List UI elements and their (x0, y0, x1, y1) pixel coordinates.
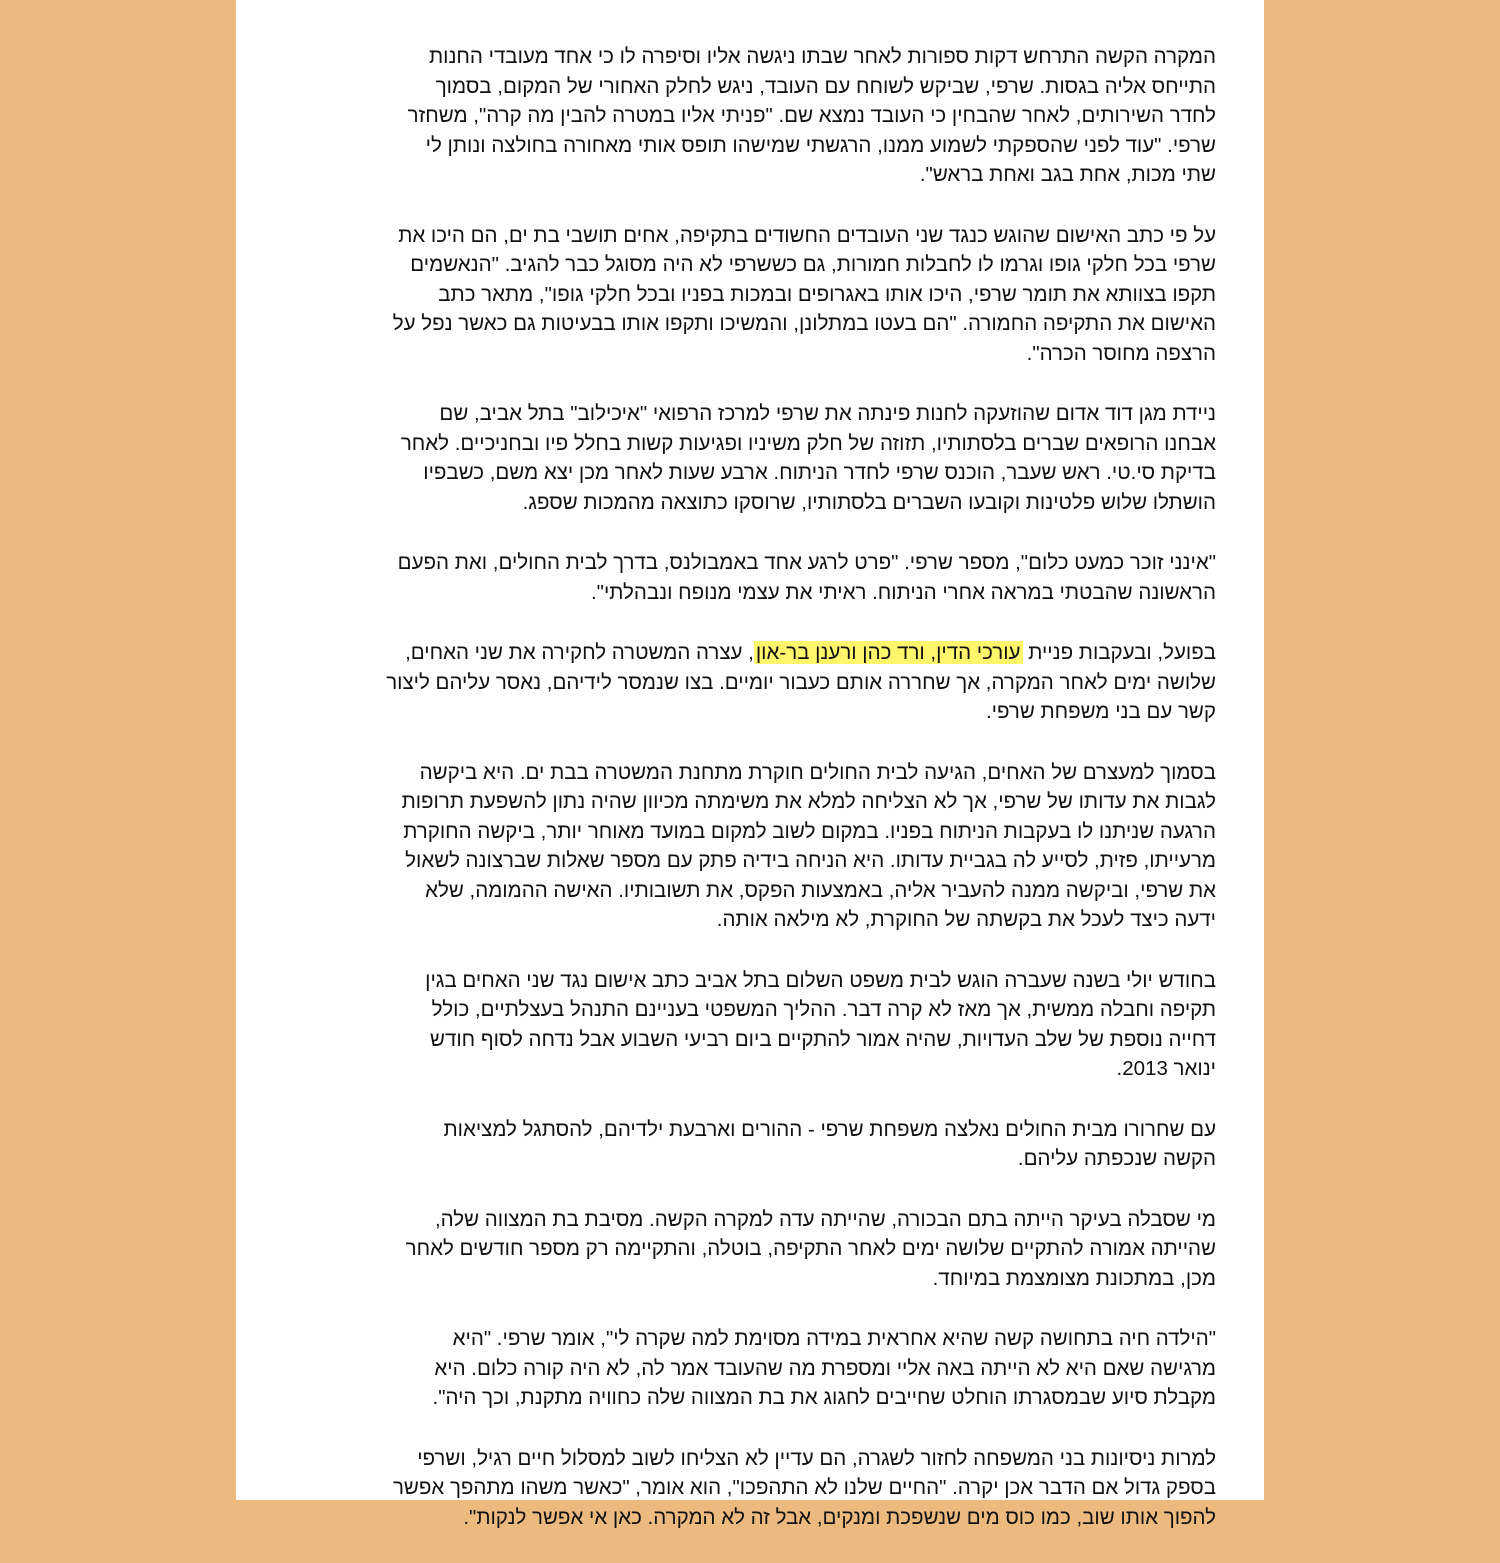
text-line: שהייתה אמורה להתקיים שלושה ימים לאחר התקיפה, בוטלה, והתקיימה רק מספר חודשים לאחר (405, 1237, 1216, 1260)
text-line: המקרה הקשה התרחש דקות ספורות לאחר שבתו ניגשה אליו וסיפרה לו כי אחד מעובדי החנות (428, 45, 1216, 68)
text-line: בסמוך למעצרם של האחים, הגיעה לבית החולים חוקרת מתחנת המשטרה בבת ים. היא ביקשה (419, 760, 1216, 784)
text-line: התייחס אליה בגסות. שרפי, שביקש לשוחח עם העובד, ניגש לחלק האחורי של המקום, בסמוך (435, 74, 1216, 98)
text-line: תקפו בצוותא את תומר שרפי, היכו אותו באגרופים ובמכות בפניו ובכל חלקי גופו", מתאר כתב (438, 282, 1216, 306)
paragraph-5 (300, 638, 1216, 727)
text-line: קשר עם בני משפחת שרפי. (985, 700, 1216, 723)
text-line: שרפי בכל חלקי גופו וגרמו לו לחבלות חמורות, גם כששרפי לא היה מסוגל כבר להגיב. "הנאשמים (410, 253, 1216, 276)
text-line: לגבות את עדותו של שרפי, אך לא הצליחה למלא את משימתה מכיוון שהיה נתון להשפעת תרופות (401, 790, 1216, 813)
paragraph-9 (300, 1205, 1216, 1294)
text-line: הקשה שנכפתה עליהם. (1017, 1147, 1216, 1170)
text-line (300, 638, 1216, 668)
text-line: שתי מכות, אחת בגב ואחת בראש". (919, 163, 1216, 186)
text-line: על פי כתב האישום שהוגש כנגד שני העובדים החשודים בתקיפה, אחים תושבי בת ים, הם היכו את (398, 223, 1216, 247)
document-page (236, 0, 1264, 1529)
text-line: להפוך אותו שוב, כמו כוס מים שנשפכת ומנקים, אבל זה לא המקרה. כאן אי אפשר לנקות". (463, 1505, 1216, 1529)
paragraph-2 (300, 221, 1216, 369)
text-line: מרגישה שאם היא לא הייתה באה אליי ומספרת מה שהעובד אמר לה, לא היה קורה כלום. היא (434, 1356, 1216, 1380)
text-line: "אינני זוכר כמעט כלום", מספר שרפי. "פרט לרגע אחד באמבולנס, בדרך לבית החולים, ואת הפעם (397, 551, 1216, 574)
text-line: מי שסבלה בעיקר הייתה בתם הבכורה, שהייתה עדה למקרה הקשה. מסיבת בת המצווה שלה, (434, 1207, 1216, 1231)
paragraph-10 (300, 1324, 1216, 1413)
text-line: מכן, במתכונת מצומצמת במיוחד. (932, 1266, 1216, 1290)
text-line: ינואר 2013. (1116, 1057, 1216, 1080)
text-line: בדיקת סי.טי. ראש שעבר, הוכנס שרפי לחדר הניתוח. ארבע שעות לאחר מכן יצא משם, כשבפיו (423, 461, 1216, 484)
text-line: מקבלת סיוע שבמסגרתו הוחלט שחייבים לחגוג את בת המצווה שלה כחוויה מתקנת, וכך היה". (432, 1386, 1216, 1409)
text-line: הרגעה שניתנו לו בעקבות הניתוח בפניו. במקום לשוב למקום במועד מאוחר יותר, ביקשה החוקרת (403, 819, 1216, 843)
text-segment: , עצרה המשטרה לחקירה את שני האחים, (405, 641, 754, 664)
text-line: שלושה ימים לאחר המקרה, אך שחררה אותם כעבור יומיים. בצו שנמסר לידיהם, נאסר עליהם ליצור (386, 670, 1216, 694)
text-line: שרפי. "עוד לפני שהספקתי לשמוע ממנו, הרגשתי שמישהו תופס אותי מאחורה בחולצה ונותן לי (425, 133, 1216, 157)
paragraph-6 (300, 758, 1216, 935)
highlighted-lawyers-names: עורכי הדין, ורד כהן ורענן בר-און (755, 641, 1021, 664)
text-line: למרות ניסיונות בני המשפחה לחזור לשגרה, הם עדיין לא הצליחו לשוב למסלול חיים רגיל, ושרפי (417, 1446, 1216, 1470)
text-line: ידעה כיצד לעכל את בקשתה של החוקרת, לא מילאה אותה. (716, 908, 1216, 931)
text-line: דחייה נוספת של שלב העדויות, שהיה אמור להתקיים ביום רביעי השבוע אבל נדחה לסוף חודש (430, 1027, 1216, 1051)
paragraph-7 (300, 966, 1216, 1084)
text-line: בספק גדול אם הדבר אכן יקרה. "החיים שלנו לא התהפכו", הוא אומר, "כאשר משהו מתהפך אפשר (392, 1476, 1216, 1499)
text-line: עם שחרורו מבית החולים נאלצה משפחת שרפי - ההורים וארבעת ילדיהם, להסתגל למציאות (443, 1117, 1216, 1141)
text-segment: בפועל, ובעקבות פניית (1022, 641, 1216, 664)
paragraph-11 (300, 1444, 1216, 1533)
text-line: הושתלו שלוש פלטינות וקובעו השברים בלסתותיו, שרוסקו כתוצאה מהמכות שספג. (522, 490, 1216, 514)
text-line: תקיפה וחבלה ממשית, אך מאז לא קרה דבר. ההליך המשפטי בעניינם התנהל בעצלתיים, כולל (431, 998, 1216, 1021)
text-line: את שרפי, וביקשה ממנה להעביר אליה, באמצעות הפקס, את תשובותיו. האישה ההמומה, שלא (425, 878, 1216, 902)
text-line: בחודש יולי בשנה שעברה הוגש לבית משפט השלום בתל אביב כתב אישום נגד שני האחים בגין (425, 968, 1216, 992)
text-line: הראשונה שהבטתי במראה אחרי הניתוח. ראיתי את עצמי מנופח ונבהלתי". (590, 580, 1216, 604)
article-body (300, 42, 1216, 1563)
text-line: אבחנו הרופאים שברים בלסתותיו, תזוזה של חלק משיניו ופגיעות קשות בחלל פיו ובחניכיים. לאחר (400, 431, 1216, 455)
paragraph-3 (300, 399, 1216, 517)
text-line: לחדר השירותים, לאחר שהבחין כי העובד נמצא שם. "פניתי אליו במטרה להבין מה קרה", משחזר (407, 104, 1216, 127)
text-line: הרצפה מחוסר הכרה". (1026, 341, 1216, 365)
text-line: מרעייתו, פזית, לסייע לה בגביית עדותו. היא הניחה בידיה פתק עם מספר שאלות שברצונה לשאול (405, 849, 1216, 872)
text-line: האישום את התקיפה החמורה. "הם בעטו במתלונן, והמשיכו ותקפו אותו בבעיטות גם כאשר נפל על (392, 312, 1216, 335)
text-line: "הילדה חיה בתחושה קשה שהיא אחראית במידה מסוימת למה שקרה לי", אומר שרפי. "היא (452, 1327, 1216, 1350)
paragraph-4 (300, 548, 1216, 607)
text-line: ניידת מגן דוד אדום שהוזעקה לחנות פינתה את שרפי למרכז הרפואי "איכילוב" בתל אביב, שם (439, 402, 1216, 425)
paragraph-8 (300, 1115, 1216, 1174)
paragraph-1 (300, 42, 1216, 190)
